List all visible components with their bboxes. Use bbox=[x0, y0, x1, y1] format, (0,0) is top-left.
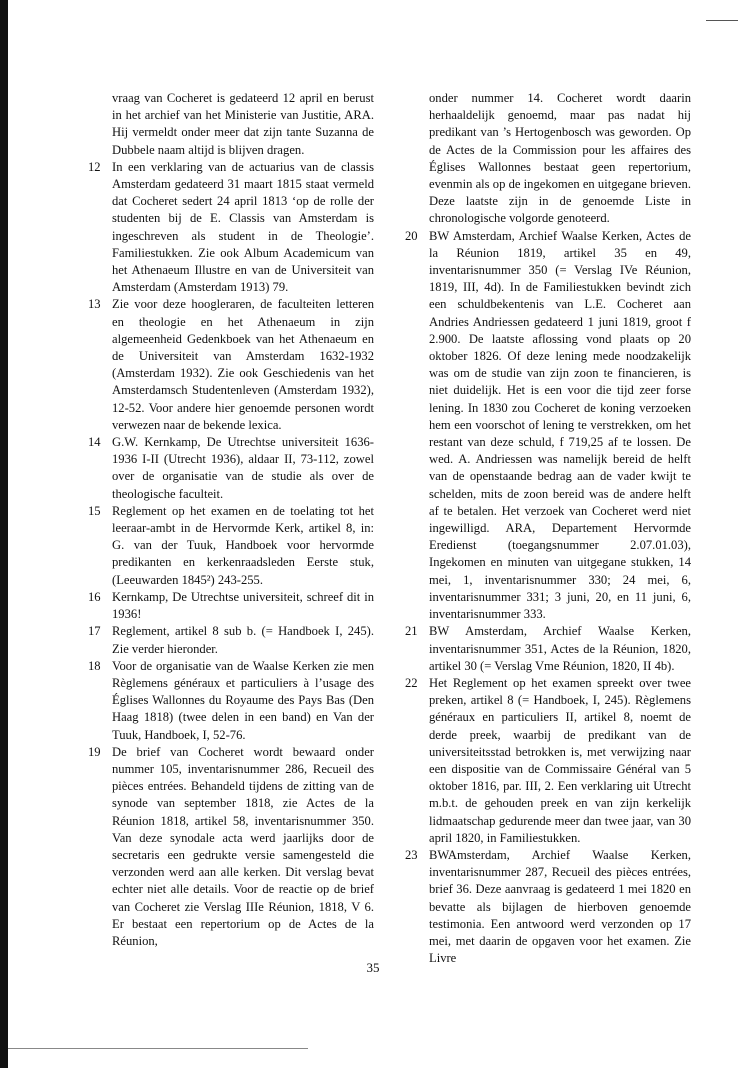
footnote-text: Het Reglement op het examen spreekt over twee preken, artikel 8 (= Handboek, I, 245). Règlemens généraux en particuliers II, artikel 8, noemt de derde preek, waarbij de predikant van de universiteitsstad betrokken is, met verwijzing naar een dispositie van de Commissaire Général van 5 oktober 1816, par. III, 2. Een verklaring uit Utrecht m.b.t. de gehouden preek en van zijn kerkelijk lidmaatschap gedurende meer dan twee jaar, van 30 april 1820, in Familiestukken. bbox=[429, 675, 691, 845]
footnote-text: G.W. Kernkamp, De Utrechtse universiteit 1636-1936 I-II (Utrecht 1936), aldaar II, 73-112, zowel over de organisatie van de studie als over de theologische faculteit. bbox=[112, 435, 374, 501]
footnote-22 bbox=[405, 675, 691, 847]
footnote-number: 19 bbox=[88, 744, 101, 759]
footnote-number: 15 bbox=[88, 503, 101, 518]
footnote-15 bbox=[88, 503, 374, 589]
footnote-16 bbox=[88, 589, 374, 623]
footnote-12 bbox=[88, 159, 374, 297]
bottom-rule bbox=[8, 1048, 308, 1049]
left-column bbox=[88, 90, 374, 950]
footnote-text: BW Amsterdam, Archief Waalse Kerken, Actes de la Réunion 1819, artikel 35 en 49, inventarisnummer 350 (= Verslag IVe Réunion, 1819, III, 4d). In de Familiestukken bevindt zich een schuldbekentenis van L.E. Cocheret aan Andries Andriessen gedateerd 1 juni 1819, groot f 2.900. De laatste aflossing vond plaats op 20 oktober 1826. Of deze lening mede noodzakelijk was om de studie van zijn zoon te financieren, is niet duidelijk. Het is een voor die tijd zeer forse lening. In 1830 zou Cocheret de koning verzoeken hem een voorschot of lening te verstrekken, om het restant van deze schuld, f 719,25 af te lossen. De wed. A. Andriessen was namelijk bereid de helft van de openstaande bedrag aan de vader kwijt te schelden, mits de zoon bereid was de andere helft af te betalen. Het verzoek van Cocheret werd niet ingewilligd. ARA, Departement Hervormde Eredienst (toegangsnummer 2.07.01.03), Ingekomen en minuten van uitgegane stukken, 14 mei, 1, inventarisnummer 330; 24 mei, 6, inventarisnummer 331; 3 juni, 20, en 11 juni, 6, inventarisnummer 333. bbox=[429, 228, 691, 622]
footnote-number: 13 bbox=[88, 297, 101, 312]
footnote-number: 20 bbox=[405, 228, 418, 243]
footnote-text: Kernkamp, De Utrechtse universiteit, schreef dit in 1936! bbox=[112, 589, 374, 622]
footnote-19 bbox=[88, 744, 374, 950]
footnote-text: De brief van Cocheret wordt bewaard onder nummer 105, inventarisnummer 286, Recueil des pièces entrées. Behandeld tijdens de zitting van de synode van september 1818, zie Actes de la Réunion 1818, artikel 58, inventarisnummer 350. Van deze synodale acta werd jaarlijks door de secretaris een gedrukte versie samengesteld die verzonden werd aan alle kerken. Dit verslag bevat echter niet alle details. Voor de reactie op de brief van Cocheret zie Verslag IIIe Réunion, 1818, V 6. Er bestaat een repertorium op de Actes de la Réunion, bbox=[112, 744, 374, 948]
footnote-number: 21 bbox=[405, 624, 418, 639]
footnote-text: Zie voor deze hoogleraren, de faculteiten letteren en theologie en het Athenaeum in zijn algemeenheid Gedenkboek van het Athenaeum en de Universiteit van Amsterdam 1632-1932 (Amsterdam 1932). Zie ook Geschiedenis van het Amsterdamsch Studentenleven (Amsterdam 1932), 12-52. Voor andere hier genoemde personen wordt verwezen naar de bekende lexica. bbox=[112, 297, 374, 432]
footnote-18 bbox=[88, 658, 374, 744]
continuation-text: vraag van Cocheret is gedateerd 12 april en berust in het archief van het Ministerie van Justitie, ARA. Hij vermeldt onder meer dat zijn tante Suzanna de Dubbele naam altijd is blijven dragen. bbox=[112, 91, 374, 157]
footnote-text: Voor de organisatie van de Waalse Kerken zie men Règlemens généraux et particuliers à l’usage des Églises Wallonnes du Royaume des Pays Bas (Den Haag 1818) (twee delen in een band) en Van der Tuuk, Handboek, I, 52-76. bbox=[112, 658, 374, 742]
footnote-text: BW Amsterdam, Archief Waalse Kerken, inventarisnummer 351, Actes de la Réunion, 1820, artikel 30 (= Verslag Vme Réunion, 1820, II 4b). bbox=[429, 624, 691, 673]
footnote-21 bbox=[405, 623, 691, 675]
footnote-number: 12 bbox=[88, 159, 101, 174]
footnote-text: Reglement, artikel 8 sub b. (= Handboek I, 245). Zie verder hieronder. bbox=[112, 624, 374, 656]
footnote-23 bbox=[405, 847, 691, 967]
footnote-14 bbox=[88, 434, 374, 503]
footnote-number: 17 bbox=[88, 624, 101, 639]
footnote-text: Reglement op het examen en de toelating tot het leeraar-ambt in de Hervormde Kerk, artikel 8, in: G. van der Tuuk, Handboek voor hervormde predikanten en kerkenraadsleden Eerste stuk, (Leeuwarden 1845²) 243-255. bbox=[112, 503, 374, 587]
footnote-13 bbox=[88, 296, 374, 434]
footnote-number: 16 bbox=[88, 589, 101, 604]
continuation-text: onder nummer 14. Cocheret wordt daarin herhaaldelijk genoemd, maar pas nadat hij predikant van ’s Hertogenbosch was geworden. Op de Actes de la Commission pour les affaires des Églises Wallonnes bestaat geen repertorium, evenmin als op de ingekomen en uitgegane brieven. Deze laatste zijn in de genoemde Liste in chronologische volgorde genoteerd. bbox=[429, 91, 691, 226]
footnote-text: BWAmsterdam, Archief Waalse Kerken, inventarisnummer 287, Recueil des pièces entrées, brief 36. Deze aanvraag is gedateerd 1 mei 1820 en bevatte als bijlagen de hierboven genoemde testimonia. Een antwoord werd verzonden op 17 mei, met daarin de opgaven voor het examen. Zie Livre bbox=[429, 847, 691, 966]
footnote-number: 23 bbox=[405, 847, 418, 862]
footnote-text: In een verklaring van de actuarius van de classis Amsterdam gedateerd 31 maart 1815 staat vermeld dat Cocheret sedert 24 april 1813 ‘op de rolle der studenten bij de E. Classis van Amsterdam is ingeschreven als student in de Theologie’. Familiestukken. Zie ook Album Academicum van het Athenaeum Illustre en van de Universiteit van Amsterdam (Amsterdam 1913) 79. bbox=[112, 159, 374, 295]
scan-edge bbox=[0, 0, 8, 1068]
footnote-20 bbox=[405, 228, 691, 624]
page-number: 35 bbox=[366, 960, 380, 975]
top-rule bbox=[706, 20, 738, 21]
footnote-17 bbox=[88, 623, 374, 657]
footnote-number: 14 bbox=[88, 435, 101, 450]
footnote-number: 22 bbox=[405, 675, 418, 690]
right-column bbox=[405, 90, 691, 967]
footnote-number: 18 bbox=[88, 658, 101, 673]
